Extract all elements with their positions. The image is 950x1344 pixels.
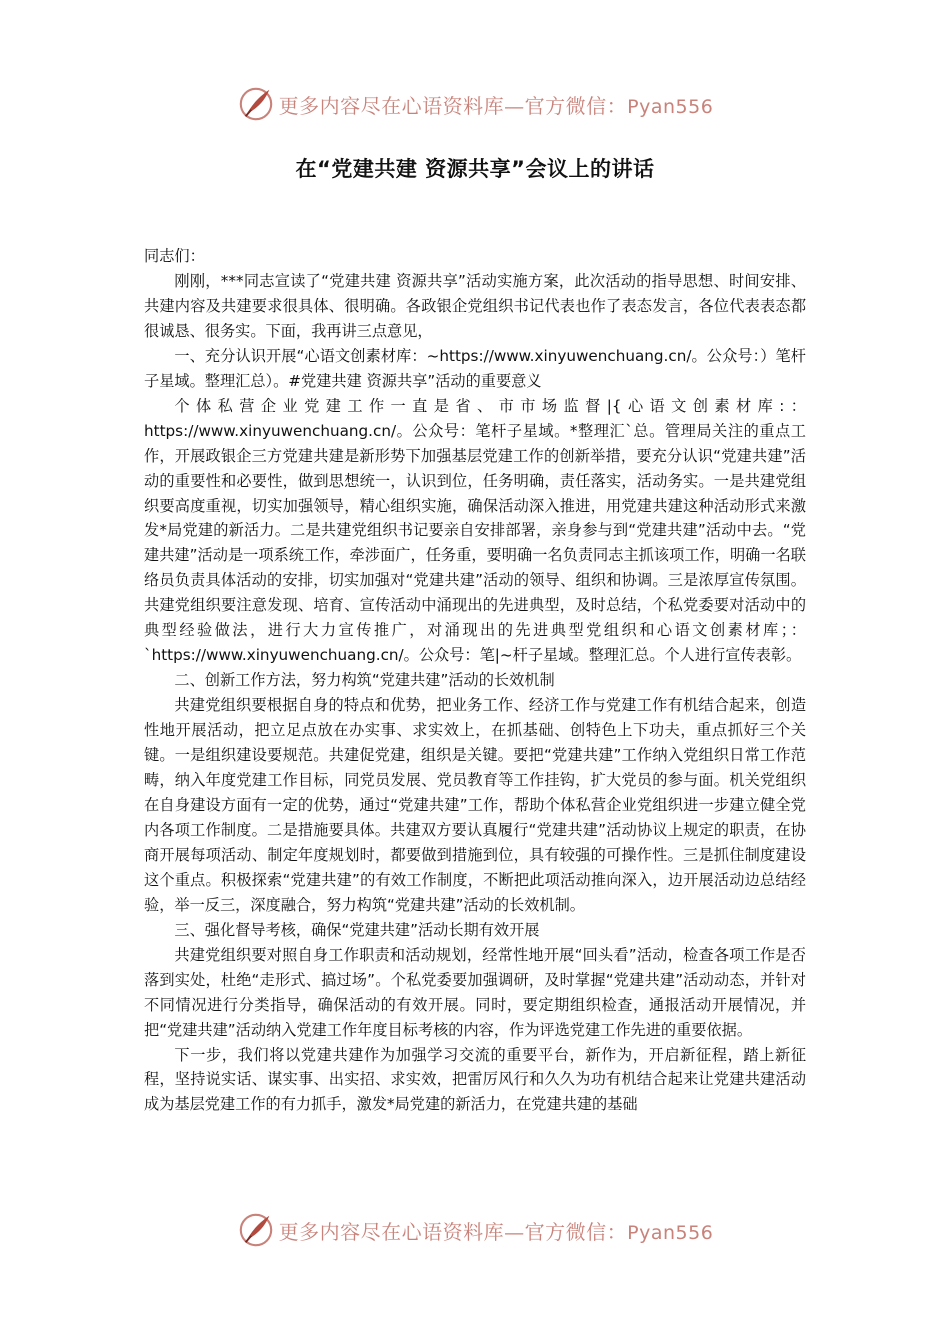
wechat-id: Pyan556 — [627, 1221, 714, 1244]
section-heading: 二、创新工作方法，努力构筑“党建共建”活动的长效机制 — [174, 671, 555, 690]
watermark-text: 更多内容尽在心语资料库—官方微信：Pyan556 — [278, 93, 714, 118]
quill-pen-logo-icon — [237, 85, 275, 123]
paragraph: 共建党组织要根据自身的特点和优势，把业务工作、经济工作与党建工作有机结合起来，创造性地开展活动，把立足点放在办实事、求实效上，在抓基础、创特色上下功夫，重点抓好三个关键。一是组织建设要规范。共建促党建，组织是关键。要把“党建共建”工作纳入党组织日常工作范畴，纳入年度党建工作目标，同党员发展、党员教育等工作挂钩，扩大党员的参与面。机关党组织在自身建设方面有一定的优势，通过“党建共建”工作，帮助个体私营企业党组织进一步建立健全党内各项工作制度。二是措施要具体。共建双方要认真履行“党建共建”活动协议上规定的职责，在协商开展每项活动、制定年度规划时，都要做到措施到位，具有较强的可操作性。三是抓住制度建设这个重点。积极探索“党建共建”的有效工作制度，不断把此项活动推向深入，边开展活动边总结经验，举一反三，深度融合，努力构筑“党建共建”活动的长效机制。 — [144, 696, 806, 914]
footer-watermark — [0, 1210, 950, 1250]
document-body — [144, 244, 806, 1117]
paragraph: 个体私营企业党建工作一直是省、市市场监督|{心语文创素材库:：https://www.xinyuwenchuang.cn/。公众号：笔杆子星域。*整理汇`总。管理局关注的重点工作，开展政银企三方党建共建是新形势下加强基层党建工作的创新举措，要充分认识“党建共建”活动的重要性和必要性，做到思想统一，认识到位，任务明确，责任落实，活动务实。一是共建党组织要高度重视，切实加强领导，精心组织实施，确保活动深入推进，用党建共建这种活动形式来激发*局党建的新活力。二是共建党组织书记要亲自安排部署，亲身参与到“党建共建”活动中去。“党建共建”活动是一项系统工作，牵涉面广，任务重，要明确一名负责同志主抓该项工作，明确一名联络员负责具体活动的安排，切实加强对“党建共建”活动的领导、组织和协调。三是浓厚宣传氛围。共建党组织要注意发现、培育、宣传活动中涌现出的先进典型，及时总结，个私党委要对活动中的典型经验做法，进行大力宣传推广，对涌现出的先进典型党组织和心语文创素材库；：`https://www.xinyuwenchuang.cn/。公众号：笔|~杆子星域。整理汇总。个人进行宣传表彰。 — [144, 396, 806, 665]
section-heading: 三、强化督导考核，确保“党建共建”活动长期有效开展 — [174, 920, 540, 939]
page-title: 在“党建共建 资源共享”会议上的讲话 — [295, 157, 655, 181]
salutation: 同志们： — [144, 247, 205, 265]
wechat-id: Pyan556 — [627, 95, 714, 118]
paragraph: 下一步，我们将以党建共建作为加强学习交流的重要平台，新作为，开启新征程，踏上新征程，坚持说实话、谋实事、出实招、求实效，把雷厉风行和久久为功有机结合起来让党建共建活动成为基层党建工作的有力抓手，激发*局党建的新活力，在党建共建的基础 — [144, 1045, 806, 1114]
quill-pen-logo-icon — [237, 1211, 275, 1249]
header-watermark — [0, 84, 950, 124]
paragraph: 共建党组织要对照自身工作职责和活动规划，经常性地开展“回头看”活动，检查各项工作是否落到实处，杜绝“走形式、搞过场”。个私党委要加强调研，及时掌握“党建共建”活动动态，并针对不同情况进行分类指导，确保活动的有效开展。同时，要定期组织检查，通报活动开展情况，并把“党建共建”活动纳入党建工作年度目标考核的内容，作为评选党建工作先进的重要依据。 — [144, 945, 806, 1039]
watermark-text: 更多内容尽在心语资料库—官方微信：Pyan556 — [278, 1219, 714, 1244]
section-heading: 一、充分认识开展“心语文创素材库：~https://www.xinyuwenchuang.cn/。公众号：）笔杆子星域。整理汇总）。#党建共建 资源共享”活动的重要意义 — [144, 346, 806, 390]
paragraph: 刚刚，***同志宣读了“党建共建 资源共享”活动实施方案，此次活动的指导思想、时间安排、共建内容及共建要求很具体、很明确。各政银企党组织书记代表也作了表态发言，各位代表表态都很诚恳、很务实。下面，我再讲三点意见， — [144, 271, 806, 340]
